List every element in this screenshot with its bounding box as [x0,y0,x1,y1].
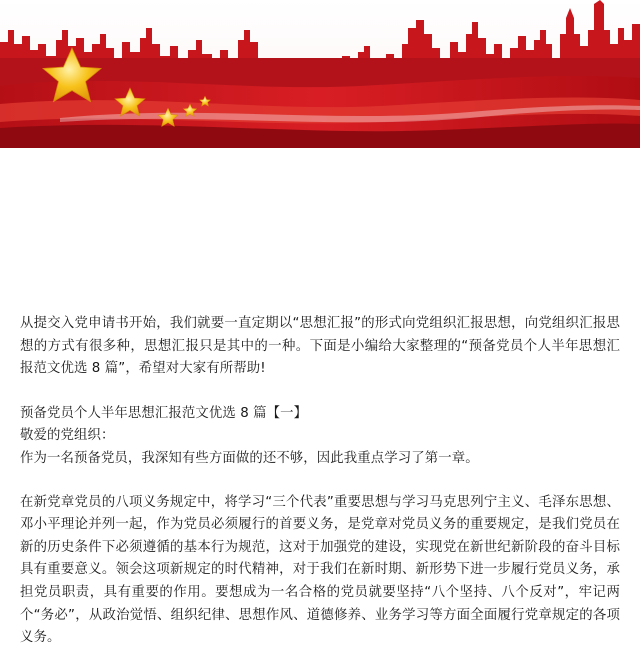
salutation: 敬爱的党组织： [20,428,115,444]
intro-paragraph: 从提交入党申请书开始，我们就要一直定期以“思想汇报”的形式向党组织汇报思想，向党组织汇报思想的方式有很多种，思想汇报只是其中的一种。下面是小编给大家整理的“预备党员个人半年思想汇报范文优选 8 篇”，希望对大家有所帮助! [20,316,620,377]
header-banner [0,0,640,148]
paragraph-1: 作为一名预备党员，我深知有些方面做的还不够，因此我重点学习了第一章。 [20,450,479,466]
section-title: 预备党员个人半年思想汇报范文优选 8 篇【一】 [20,405,308,421]
city-skyline-stars-illustration [0,0,640,148]
paragraph-2: 在新党章党员的八项义务规定中，将学习“三个代表”重要思想与学习马克思列宁主义、毛泽东思想、邓小平理论并列一起，作为党员必须履行的首要义务，是党章对党员义务的重要规定，是我们党员在新的历史条件下必须遵循的基本行为规范，这对于加强党的建设，实现党在新世纪新阶段的奋斗目标具有重要意义。领会这项新规定的时代精神，对于我们在新时期、新形势下进一步履行党员义务，承担党员职责，具有重要的作用。要想成为一名合格的党员就要坚持“八个坚持、八个反对”，牢记两个“务必”，从政治觉悟、组织纪律、思想作风、道德修养、业务学习等方面全面履行党章规定的各项义务。 [20,494,620,646]
article-body [20,313,620,650]
